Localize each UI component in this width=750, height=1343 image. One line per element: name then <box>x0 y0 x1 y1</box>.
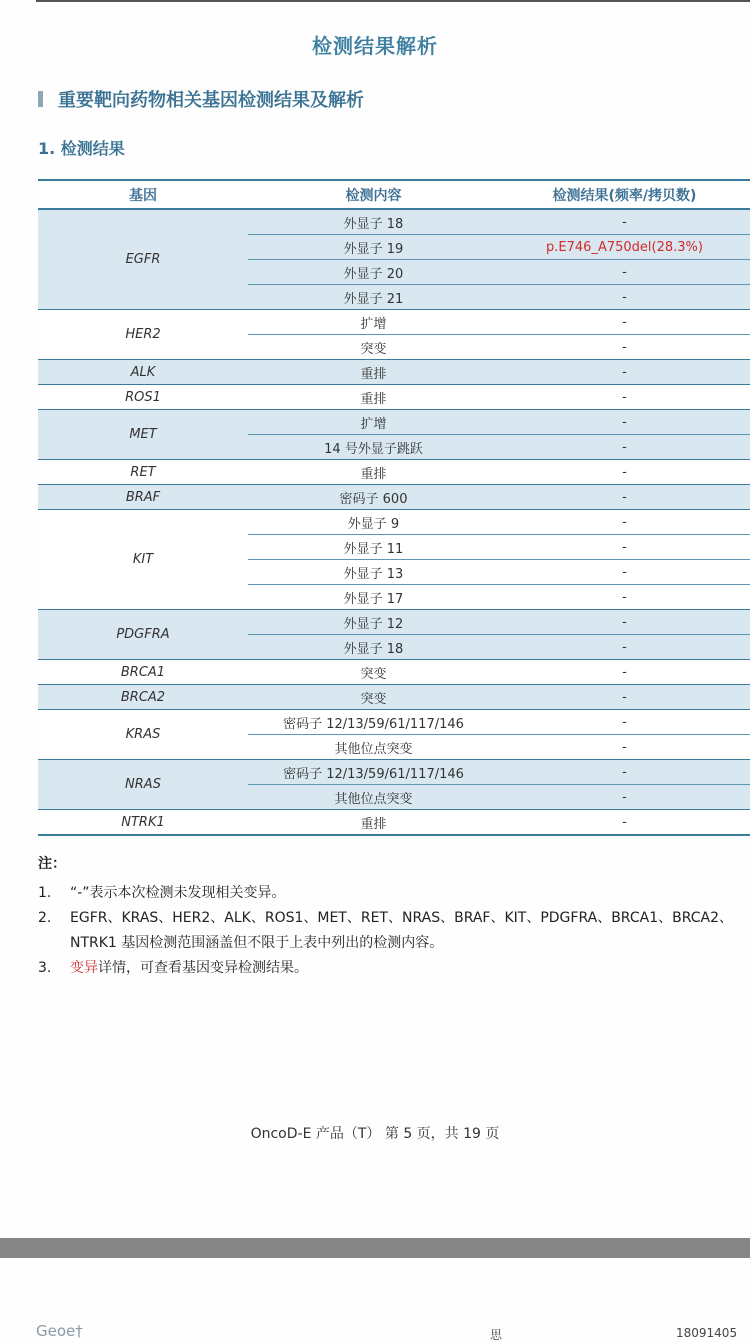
header-gene: 基因 <box>38 180 248 209</box>
gene-cell: KRAS <box>38 710 248 760</box>
note-text <box>70 956 750 981</box>
result-cell: - <box>499 585 750 610</box>
note-text: EGFR、KRAS、HER2、ALK、ROS1、MET、RET、NRAS、BRAF、KIT、PDGFRA、BRCA1、BRCA2、NTRK1 基因检测范围涵盖但不限于上表中列出的检测内容。 <box>70 910 733 951</box>
content-cell: 重排 <box>248 385 499 410</box>
note-number: 3. <box>38 960 52 976</box>
page-separator <box>0 1238 750 1258</box>
table-row <box>38 460 750 485</box>
content-cell: 扩增 <box>248 410 499 435</box>
table-row <box>38 810 750 836</box>
table-row <box>38 209 750 235</box>
result-cell: - <box>499 635 750 660</box>
next-page-text: 思 <box>490 1328 503 1342</box>
table-row <box>38 710 750 735</box>
result-cell: - <box>499 285 750 310</box>
note-item <box>38 906 750 956</box>
section-heading <box>38 86 364 112</box>
table-row <box>38 610 750 635</box>
gene-cell: ALK <box>38 360 248 385</box>
note-number: 2. <box>38 910 52 926</box>
content-cell: 外显子 17 <box>248 585 499 610</box>
note-item <box>38 881 750 906</box>
content-cell: 密码子 12/13/59/61/117/146 <box>248 710 499 735</box>
notes-title: 注： <box>38 856 66 872</box>
gene-cell: MET <box>38 410 248 460</box>
table-row <box>38 360 750 385</box>
content-cell: 外显子 9 <box>248 510 499 535</box>
table-row <box>38 685 750 710</box>
table-row <box>38 410 750 435</box>
gene-cell: ROS1 <box>38 385 248 410</box>
next-page-number: 18091405 <box>676 1326 738 1340</box>
result-cell: - <box>499 710 750 735</box>
content-cell: 扩增 <box>248 310 499 335</box>
table-row <box>38 660 750 685</box>
gene-cell: HER2 <box>38 310 248 360</box>
content-cell: 外显子 20 <box>248 260 499 285</box>
content-cell: 外显子 18 <box>248 635 499 660</box>
header-content: 检测内容 <box>248 180 499 209</box>
note-item <box>38 956 750 981</box>
result-cell: - <box>499 535 750 560</box>
gene-cell: EGFR <box>38 209 248 310</box>
table-header-row <box>38 180 750 209</box>
result-cell: p.E746_A750del(28.3%) <box>499 235 750 260</box>
content-cell: 突变 <box>248 335 499 360</box>
page-title: 检测结果解析 <box>312 34 438 58</box>
result-cell: - <box>499 560 750 585</box>
gene-cell: BRCA1 <box>38 660 248 685</box>
result-cell: - <box>499 460 750 485</box>
result-cell: - <box>499 435 750 460</box>
table-body <box>38 209 750 835</box>
result-cell: - <box>499 735 750 760</box>
content-cell: 密码子 600 <box>248 485 499 510</box>
result-cell: - <box>499 510 750 535</box>
gene-cell: BRCA2 <box>38 685 248 710</box>
result-cell: - <box>499 360 750 385</box>
note-text: “-”表示本次检测未发现相关变异。 <box>70 885 286 901</box>
gene-cell: KIT <box>38 510 248 610</box>
content-cell: 外显子 18 <box>248 209 499 235</box>
gene-cell: RET <box>38 460 248 485</box>
result-cell: - <box>499 335 750 360</box>
content-cell: 其他位点突变 <box>248 735 499 760</box>
table-row <box>38 385 750 410</box>
table-row <box>38 760 750 785</box>
table-row <box>38 310 750 335</box>
content-cell: 重排 <box>248 460 499 485</box>
gene-cell: NTRK1 <box>38 810 248 836</box>
content-cell: 外显子 19 <box>248 235 499 260</box>
gene-cell: NRAS <box>38 760 248 810</box>
content-cell: 重排 <box>248 810 499 836</box>
result-cell: - <box>499 785 750 810</box>
content-cell: 外显子 12 <box>248 610 499 635</box>
content-cell: 外显子 21 <box>248 285 499 310</box>
section-bar-icon <box>38 91 43 107</box>
result-cell: - <box>499 685 750 710</box>
content-cell: 外显子 11 <box>248 535 499 560</box>
content-cell: 其他位点突变 <box>248 785 499 810</box>
page-footer: OncoD-E 产品（T） 第 5 页，共 19 页 <box>250 1126 500 1142</box>
result-cell: - <box>499 310 750 335</box>
result-cell: - <box>499 410 750 435</box>
results-table <box>38 179 750 836</box>
note-text-rest: 详情，可查看基因变异检测结果。 <box>98 960 308 976</box>
content-cell: 重排 <box>248 360 499 385</box>
result-cell: - <box>499 260 750 285</box>
gene-cell: BRAF <box>38 485 248 510</box>
result-cell: - <box>499 610 750 635</box>
note-highlight: 变异 <box>70 960 98 976</box>
table-row <box>38 510 750 535</box>
result-cell: - <box>499 485 750 510</box>
section-title: 重要靶向药物相关基因检测结果及解析 <box>58 90 364 111</box>
content-cell: 突变 <box>248 660 499 685</box>
content-cell: 外显子 13 <box>248 560 499 585</box>
header-result: 检测结果(频率/拷贝数) <box>499 180 750 209</box>
result-cell: - <box>499 760 750 785</box>
gene-cell: PDGFRA <box>38 610 248 660</box>
subsection-title: 1. 检测结果 <box>38 139 125 158</box>
content-cell: 突变 <box>248 685 499 710</box>
top-rule <box>36 0 750 2</box>
table-row <box>38 485 750 510</box>
note-number: 1. <box>38 885 52 901</box>
next-page-logo: Geoe† <box>36 1322 83 1340</box>
result-cell: - <box>499 810 750 836</box>
result-cell: - <box>499 385 750 410</box>
content-cell: 密码子 12/13/59/61/117/146 <box>248 760 499 785</box>
content-cell: 14 号外显子跳跃 <box>248 435 499 460</box>
result-cell: - <box>499 209 750 235</box>
result-cell: - <box>499 660 750 685</box>
notes <box>38 853 750 981</box>
